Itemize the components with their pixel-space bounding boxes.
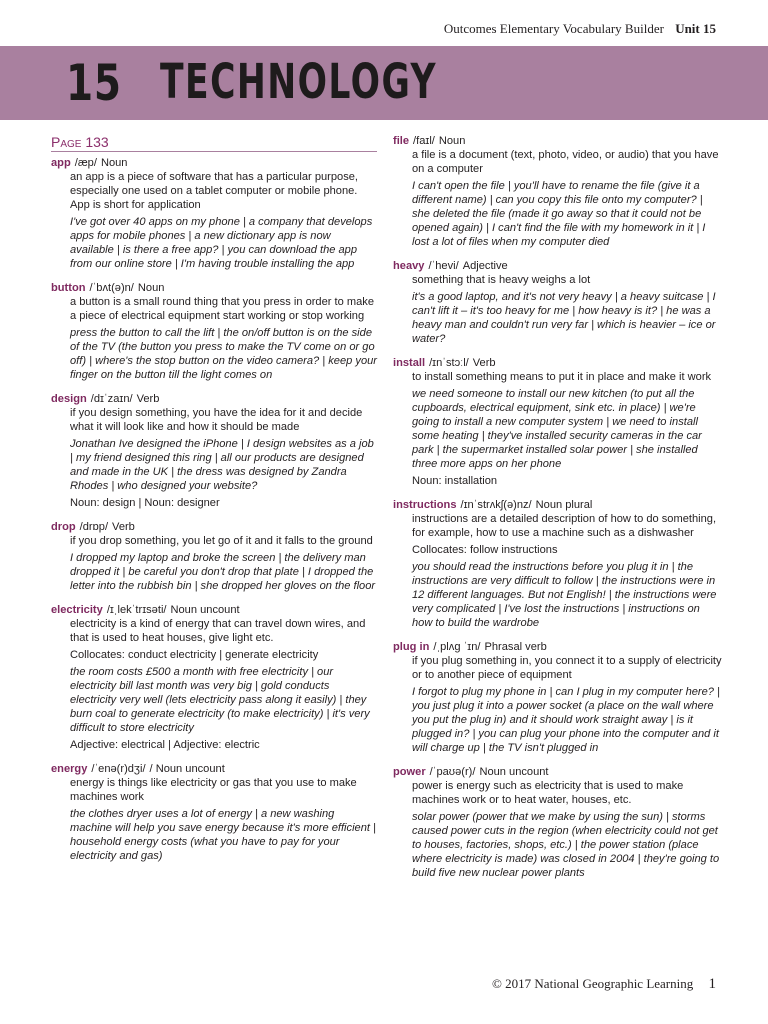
examples: you should read the instructions before you plug it in | the instructions are very difficult to follow | the instructions were in 12 different languages. But not English! | the instructions were very complicated | I've lost the instructions | instructions on how to build the wardrobe <box>412 561 717 629</box>
vocab-entry <box>393 259 723 346</box>
definition: power is energy such as electricity that is used to make machines work or to heat water, houses, etc. <box>412 780 684 806</box>
examples: the clothes dryer uses a lot of energy | a new washing machine will help you save energy because it's more efficient | household energy costs (what you have to pay for your electricity and gas) <box>70 808 376 862</box>
definition: a button is a small round thing that you press in order to make a piece of electrical equipment start working or stop working <box>70 296 375 322</box>
page-label: Page 133 <box>51 135 377 152</box>
headword: instructions <box>393 499 457 511</box>
entry-headline <box>51 281 377 295</box>
left-column <box>51 134 377 873</box>
unit-label: Unit 15 <box>675 21 716 36</box>
headword: plug in <box>393 641 430 653</box>
definition: an app is a piece of software that has a particular purpose, especially one used on a tablet computer or mobile phone. App is short for application <box>70 171 358 211</box>
vocab-entry <box>51 156 377 271</box>
entry-headline <box>393 640 723 654</box>
part-of-speech: Verb <box>112 521 135 533</box>
entry-headline <box>393 134 723 148</box>
entry-headline <box>393 356 723 370</box>
pronunciation: /dɪˈzaɪn/ <box>90 393 133 405</box>
pronunciation: /faɪl/ <box>413 135 435 147</box>
examples: Jonathan Ive designed the iPhone | I design websites as a job | my friend designed this ring | all our products are designed and made in the UK | the dress was designed by Zandra Rhodes | who designed your website? <box>70 438 374 492</box>
page-number: 1 <box>708 976 716 992</box>
collocates: Collocates: follow instructions <box>412 544 558 556</box>
entry-headline <box>51 392 377 406</box>
copyright: © 2017 National Geographic Learning <box>492 976 694 991</box>
part-of-speech: Noun <box>137 282 165 294</box>
vocab-entry <box>393 356 723 488</box>
headword: electricity <box>51 604 103 616</box>
definition: energy is things like electricity or gas that you use to make machines work <box>70 777 357 803</box>
definition: if you plug something in, you connect it to a supply of electricity or to another piece of equipment <box>412 655 722 681</box>
part-of-speech: Noun <box>100 157 128 169</box>
vocab-entry <box>393 498 723 630</box>
examples: I can't open the file | you'll have to rename the file (give it a different name) | can you copy this file onto my computer? | she deleted the file (made it go away so that it could not be opened again) | I can't find the file with my homework in it | I lost a lot of files when my computer died <box>412 180 706 248</box>
headword: drop <box>51 521 76 533</box>
headword: heavy <box>393 260 425 272</box>
part-of-speech: Verb <box>472 357 496 369</box>
part-of-speech: Noun <box>438 135 466 147</box>
examples: I forgot to plug my phone in | can I plug in my computer here? | you just plug it into a power socket (a place on the wall where you put the plug in) and it should work straight away | is it plugged in? | you can plug your phone into the computer and it will charge up | the TV isn't plugged in <box>412 686 720 754</box>
unit-number: 15 <box>66 54 122 112</box>
related-forms: Noun: design | Noun: designer <box>70 497 220 509</box>
entry-headline <box>51 156 377 170</box>
definition: instructions are a detailed description of how to do something, for example, how to use a machine such as a dishwasher <box>412 513 717 539</box>
vocab-entry <box>51 281 377 382</box>
vocab-entry <box>393 640 723 755</box>
entry-headline <box>51 603 377 617</box>
headword: install <box>393 357 426 369</box>
pronunciation: /ˈhevi/ <box>428 260 459 272</box>
unit-banner <box>0 46 768 120</box>
pronunciation: /ɪˌlekˈtrɪsəti/ <box>106 604 167 616</box>
unit-title: TECHNOLOGY <box>160 54 437 110</box>
part-of-speech: Noun uncount <box>479 766 549 778</box>
vocab-entry <box>51 520 377 593</box>
part-of-speech: / Noun uncount <box>149 763 225 775</box>
examples: I dropped my laptop and broke the screen | the delivery man dropped it | be careful you don't drop that plate | I dropped the letter into the rubbish bin | she dropped her gloves on the floor <box>70 552 376 592</box>
entry-headline <box>393 498 723 512</box>
headword: file <box>393 135 410 147</box>
definition: electricity is a kind of energy that can travel down wires, and that is used to heat houses, give light etc. <box>70 618 366 644</box>
entry-headline <box>51 762 377 776</box>
footer <box>492 976 716 993</box>
definition: if you drop something, you let go of it and it falls to the ground <box>70 535 373 547</box>
examples: press the button to call the lift | the on/off button is on the side of the TV (the button you press to make the TV come on or go off) | where's the stop button on the video camera? | keep your finger on the button till the light comes on <box>70 327 377 381</box>
right-entry-list <box>393 134 723 880</box>
related-forms: Adjective: electrical | Adjective: electric <box>70 739 260 751</box>
headword: power <box>393 766 426 778</box>
headword: app <box>51 157 71 169</box>
part-of-speech: Noun uncount <box>170 604 240 616</box>
pronunciation: /drɒp/ <box>79 521 109 533</box>
pronunciation: /ˈbʌt(ə)n/ <box>89 282 134 294</box>
entry-headline <box>393 259 723 273</box>
entry-headline <box>51 520 377 534</box>
part-of-speech: Phrasal verb <box>484 641 547 653</box>
examples: we need someone to install our new kitchen (to put all the cupboards, electrical equipment, sink etc. in place) | we're going to install a new computer system | we need to install some heating | they've installed security cameras in the car park | the supermarket installed solar power | she installed three more apps on her phone <box>412 388 702 470</box>
pronunciation: /ˌplʌg ˈɪn/ <box>433 641 481 653</box>
vocab-entry <box>51 392 377 510</box>
pronunciation: /ˈpaʊə(r)/ <box>429 766 476 778</box>
pronunciation: /ˈenə(r)dʒi/ <box>91 763 146 775</box>
book-title: Outcomes Elementary Vocabulary Builder <box>443 21 664 36</box>
pronunciation: /æp/ <box>74 157 97 169</box>
collocates: Collocates: conduct electricity | generate electricity <box>70 649 319 661</box>
vocab-entry <box>393 765 723 880</box>
definition: to install something means to put it in place and make it work <box>412 371 712 383</box>
entry-headline <box>393 765 723 779</box>
definition: a file is a document (text, photo, video, or audio) that you have on a computer <box>412 149 719 175</box>
headword: energy <box>51 763 88 775</box>
vocab-entry <box>51 762 377 863</box>
examples: it's a good laptop, and it's not very heavy | a heavy suitcase | I can't lift it – it's too heavy for me | how heavy is it? | he was a heavy man and couldn't run very far | which is heavier – ice or water? <box>412 291 716 345</box>
part-of-speech: Adjective <box>462 260 508 272</box>
vocab-entry <box>393 134 723 249</box>
part-of-speech: Verb <box>136 393 160 405</box>
pronunciation: /ɪnˈstɔːl/ <box>429 357 469 369</box>
examples: the room costs £500 a month with free electricity | our electricity bill last month was very big | gold conducts electricity very well (lets electricity pass along it easily) | they burn coal to generate electricity (to make electricity) | it's very difficult to store electricity <box>70 666 370 734</box>
vocab-entry <box>51 603 377 752</box>
running-head <box>444 21 716 37</box>
headword: design <box>51 393 87 405</box>
definition: if you design something, you have the idea for it and decide what it will look like and how it should be made <box>70 407 363 433</box>
examples: solar power (power that we make by using the sun) | storms caused power cuts in the region (when electricity could not get to houses, factories, shops, etc.) | the power station (place where electricity is made) was closed in 2004 | they're going to build five new nuclear power plants <box>412 811 720 879</box>
part-of-speech: Noun plural <box>535 499 593 511</box>
right-column <box>393 134 723 890</box>
pronunciation: /ɪnˈstrʌkʃ(ə)nz/ <box>460 499 532 511</box>
examples: I've got over 40 apps on my phone | a company that develops apps for mobile phones | a new dictionary app is now available | is there a free app? | you can download the app from our online store | I'm having trouble installing the app <box>70 216 373 270</box>
left-entry-list <box>51 156 377 863</box>
headword: button <box>51 282 86 294</box>
definition: something that is heavy weighs a lot <box>412 274 591 286</box>
related-forms: Noun: installation <box>412 475 498 487</box>
